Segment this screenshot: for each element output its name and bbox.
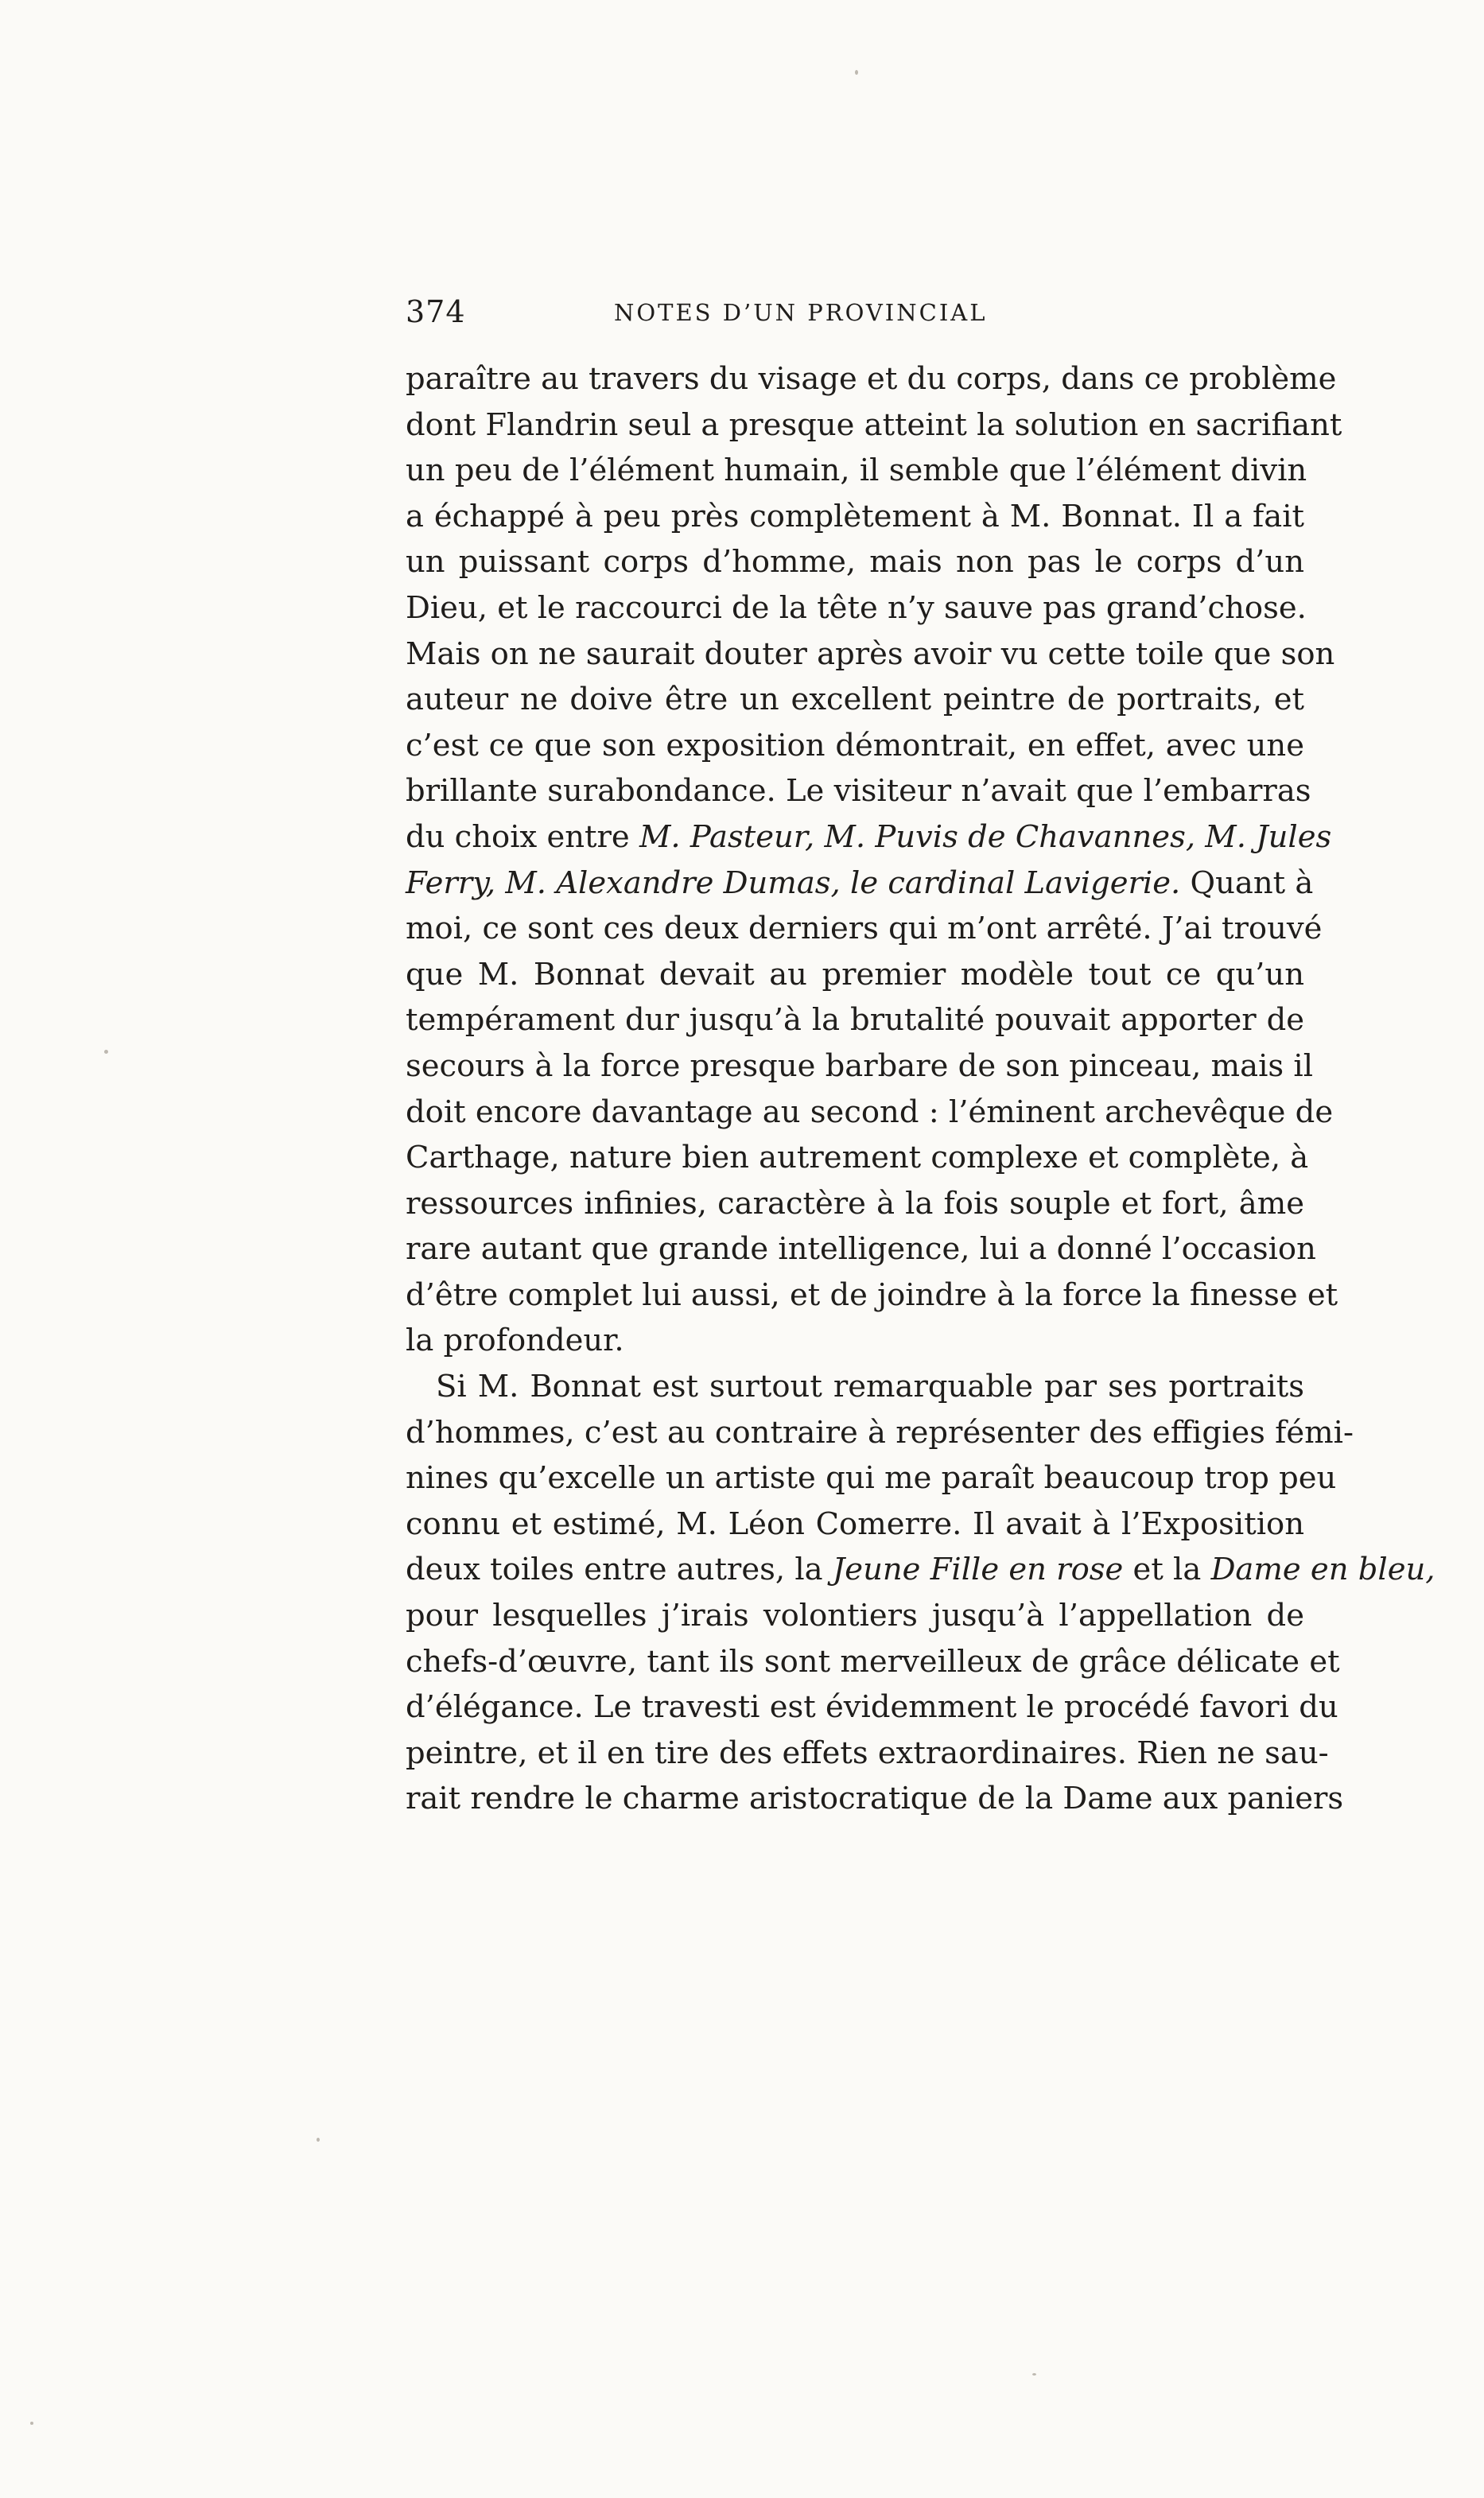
italic-painting-title: Jeune Fille en rose: [832, 1552, 1124, 1588]
italic-painting-title: Dame en bleu,: [1210, 1552, 1435, 1588]
text-line: auteur ne doive être un excellent peintre de portraits, et: [406, 682, 1304, 718]
text-line: ressources infinies, caractère à la fois souple et fort, âme: [406, 1185, 1304, 1222]
italic-portrait-names: Ferry, M. Alexandre Dumas, le cardinal Lavigerie.: [406, 864, 1181, 901]
text-line: pour lesquelles j’irais volontiers jusqu’à l’appellation de: [406, 1598, 1304, 1634]
print-speck: [104, 1050, 108, 1054]
text-line: du choix entre M. Pasteur, M. Puvis de Chavannes, M. Jules: [406, 818, 1332, 855]
text-line: d’être complet lui aussi, et de joindre à la force la finesse et: [406, 1276, 1338, 1313]
text-line: tempérament dur jusqu’à la brutalité pouvait apporter de: [406, 1002, 1304, 1039]
print-speck: [317, 2138, 320, 2142]
text-line: d’élégance. Le travesti est évidemment le procédé favori du: [406, 1689, 1338, 1726]
page-number: 374: [406, 294, 466, 329]
text-line: que M. Bonnat devait au premier modèle tout ce qu’un: [406, 956, 1304, 993]
text-line: Carthage, nature bien autrement complexe et complète, à: [406, 1140, 1309, 1176]
print-speck: [30, 2422, 33, 2425]
text-line: moi, ce sont ces deux derniers qui m’ont arrêté. J’ai trouvé: [406, 911, 1323, 947]
italic-portrait-names: M. Pasteur, M. Puvis de Chavannes, M. Jules: [639, 818, 1332, 855]
text-line: paraître au travers du visage et du corps, dans ce problème: [406, 361, 1337, 397]
text-line: rait rendre le charme aristocratique de la Dame aux paniers: [406, 1781, 1344, 1817]
paragraph-start-line: Si M. Bonnat est surtout remarquable par ses portraits: [436, 1369, 1304, 1405]
text-line: rare autant que grande intelligence, lui a donné l’occasion: [406, 1231, 1316, 1268]
text-line: deux toiles entre autres, la Jeune Fille en rose et la Dame en bleu,: [406, 1552, 1435, 1588]
text-line: c’est ce que son exposition démontrait, en effet, avec une: [406, 727, 1304, 763]
text-line: connu et estimé, M. Léon Comerre. Il avait à l’Exposition: [406, 1505, 1304, 1542]
text-line: nines qu’excelle un artiste qui me paraît beaucoup trop peu: [406, 1460, 1337, 1497]
text-line: la profondeur.: [406, 1323, 624, 1359]
body-text: [406, 356, 1435, 1822]
print-speck: [1032, 2373, 1036, 2376]
text-line: Dieu, et le raccourci de la tête n’y sauve pas grand’chose.: [406, 589, 1307, 626]
text-line: a échappé à peu près complètement à M. Bonnat. Il a fait: [406, 498, 1304, 534]
text-line: peintre, et il en tire des effets extraordinaires. Rien ne sau-: [406, 1735, 1329, 1771]
text-line: dont Flandrin seul a presque atteint la solution en sacrifiant: [406, 406, 1342, 443]
text-line: Mais on ne saurait douter après avoir vu cette toile que son: [406, 635, 1335, 672]
print-speck: [855, 70, 858, 75]
text-line: chefs-d’œuvre, tant ils sont merveilleux de grâce délicate et: [406, 1643, 1340, 1680]
page-header: [406, 294, 1304, 342]
text-line: doit encore davantage au second : l’éminent archevêque de: [406, 1094, 1334, 1130]
text-line: d’hommes, c’est au contraire à représenter des effigies fémi-: [406, 1414, 1354, 1451]
text-line: secours à la force presque barbare de son pinceau, mais il: [406, 1047, 1314, 1084]
running-title: NOTES D’UN PROVINCIAL: [614, 299, 988, 326]
text-line: un puissant corps d’homme, mais non pas le corps d’un: [406, 544, 1304, 581]
text-line: Ferry, M. Alexandre Dumas, le cardinal Lavigerie. Quant à: [406, 864, 1314, 901]
text-line: un peu de l’élément humain, il semble que l’élément divin: [406, 453, 1307, 489]
text-line: brillante surabondance. Le visiteur n’avait que l’embarras: [406, 773, 1311, 810]
